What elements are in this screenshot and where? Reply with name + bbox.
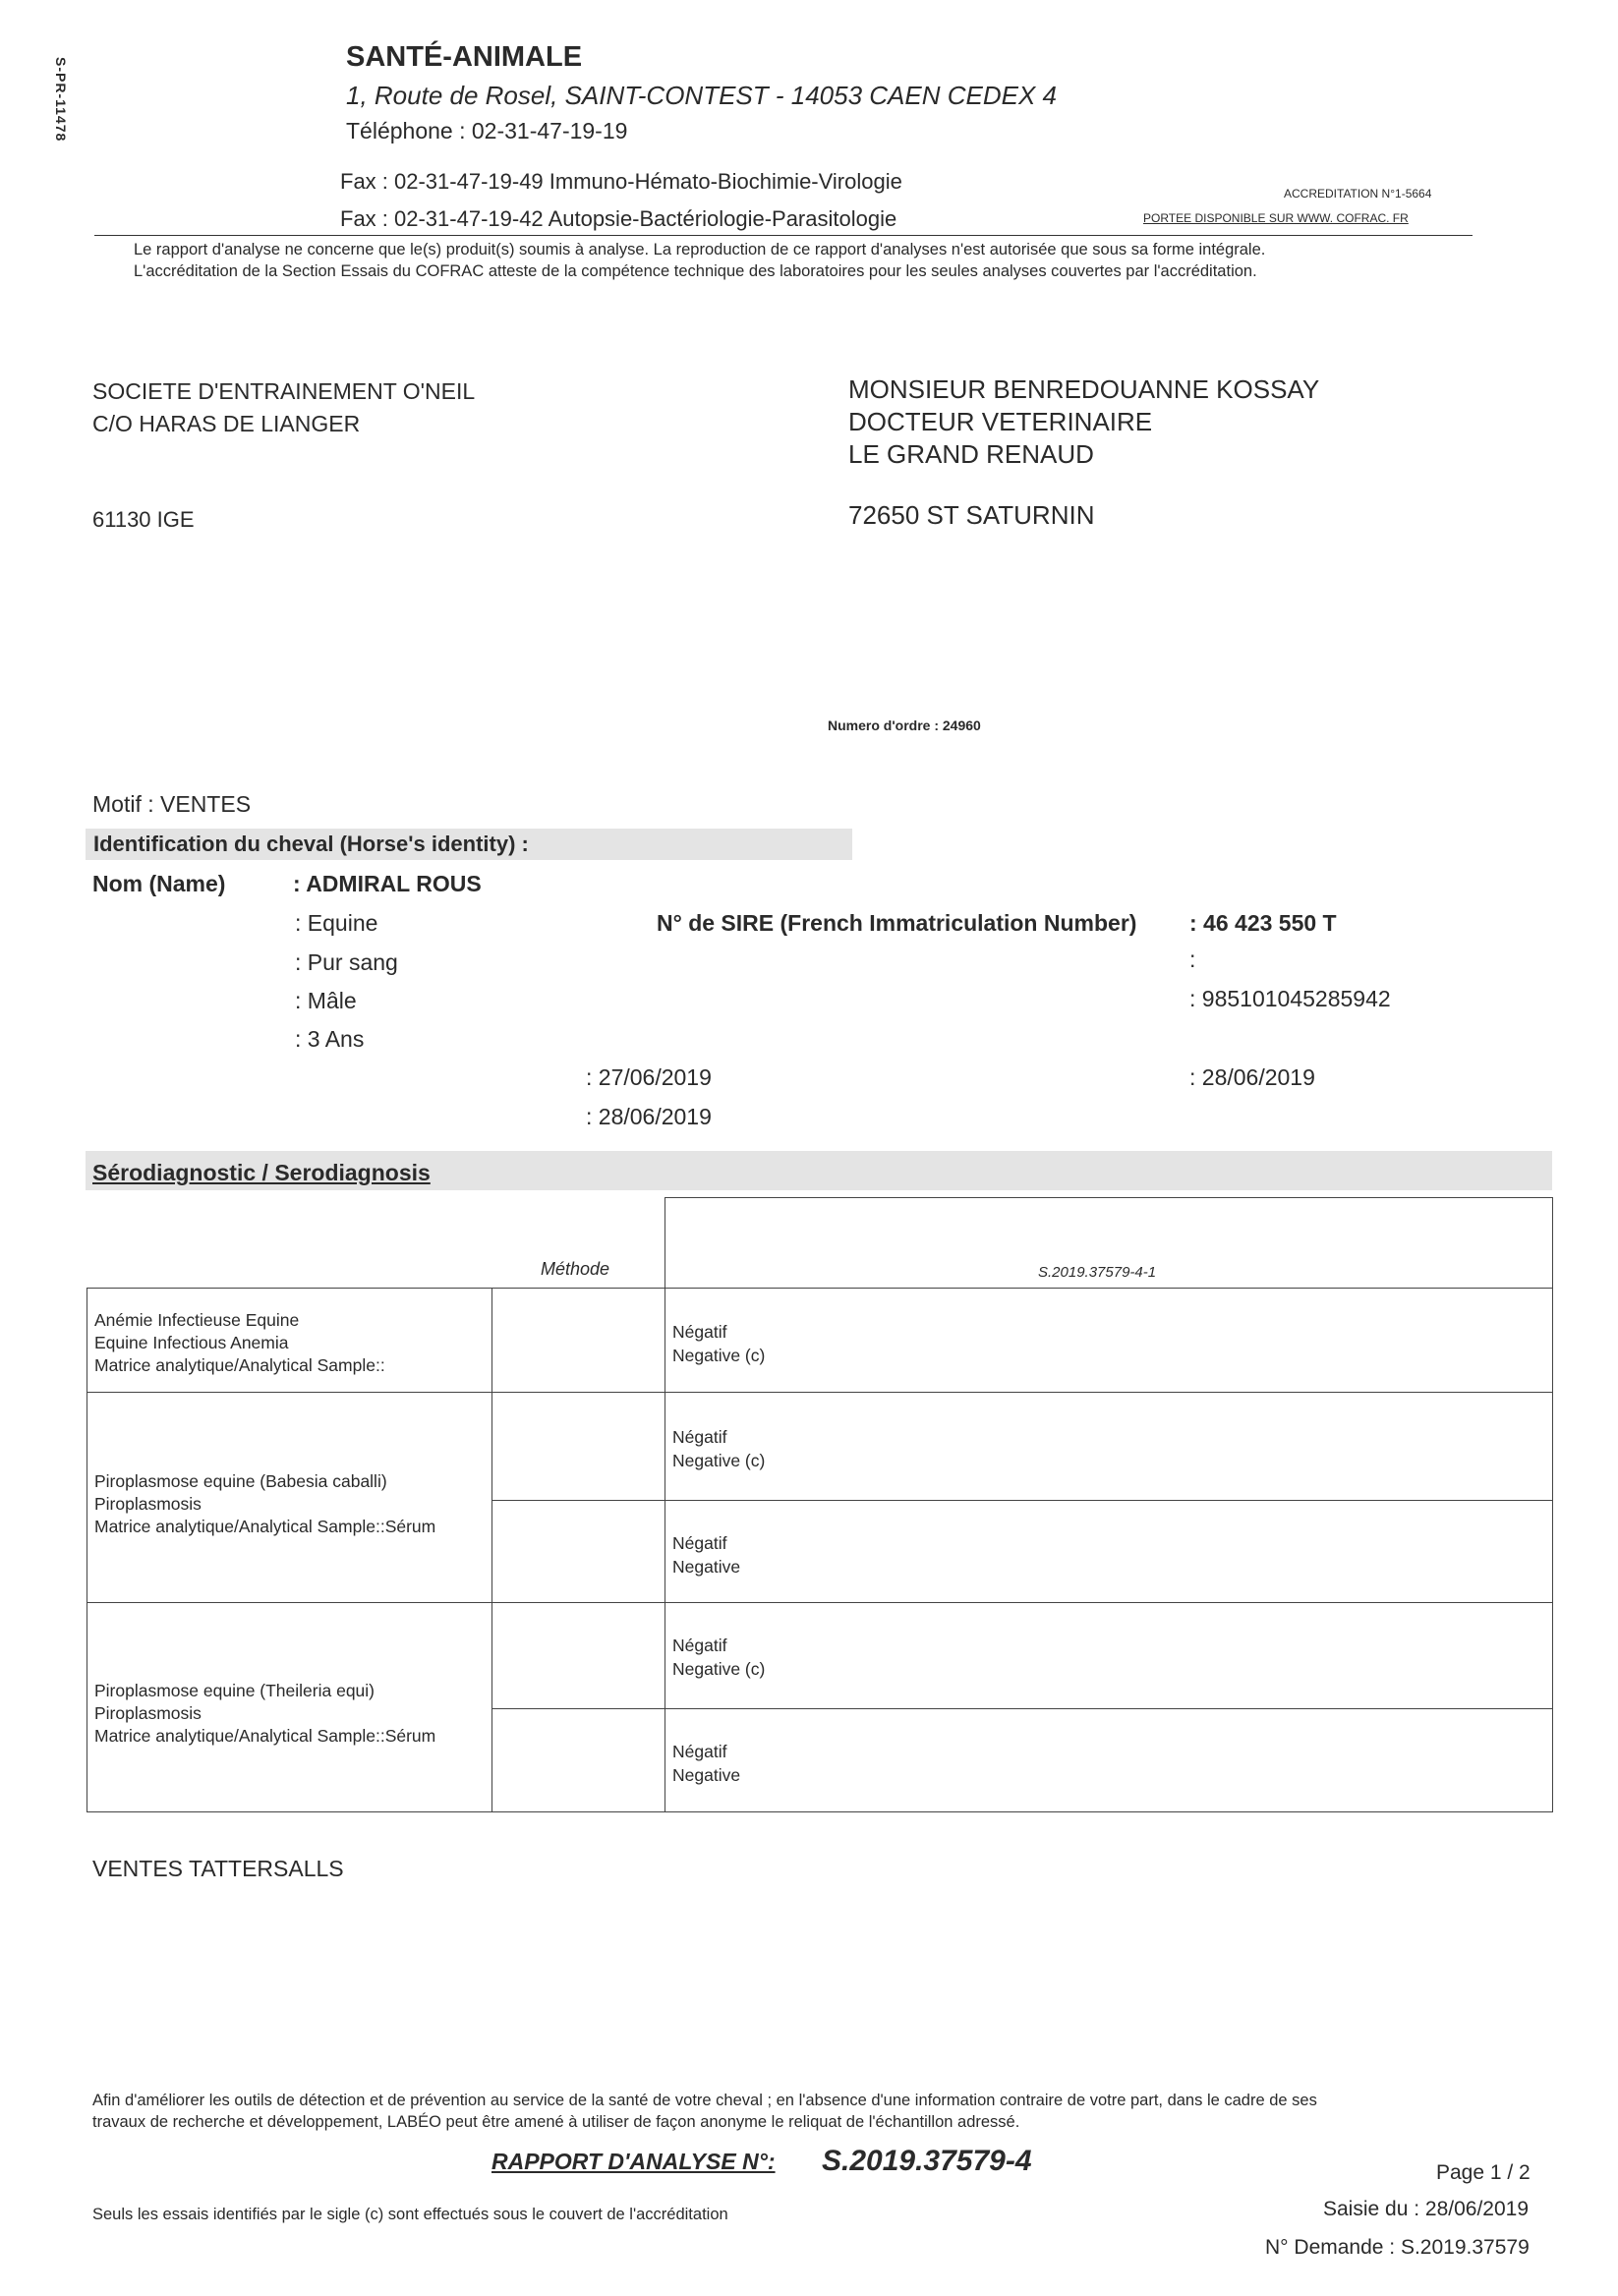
table-rule-sub-2	[491, 1708, 1553, 1709]
disclaimer-line-2: L'accréditation de la Section Essais du COFRAC atteste de la compétence technique des laboratoires pour les seules analyses couvertes par l'accréditation.	[134, 262, 1257, 280]
method-column-header: Méthode	[541, 1259, 610, 1279]
request-number: N° Demande : S.2019.37579	[1265, 2236, 1530, 2259]
horse-species: : Equine	[295, 910, 378, 936]
recipient-line-1: MONSIEUR BENREDOUANNE KOSSAY	[848, 374, 1320, 404]
table-border-right	[1552, 1197, 1553, 1812]
lab-telephone: Téléphone : 02-31-47-19-19	[346, 118, 628, 144]
motif: Motif : VENTES	[92, 791, 252, 817]
table-column-divider-1	[491, 1288, 492, 1812]
horse-sex: : Mâle	[295, 988, 357, 1013]
recipient-address	[848, 373, 1319, 471]
analysis-result: Négatif Negative	[672, 1533, 741, 1577]
sender-line-2: C/O HARAS DE LIANGER	[92, 411, 361, 436]
sire-number-label: N° de SIRE (French Immatriculation Number)	[657, 910, 1137, 936]
horse-age: : 3 Ans	[295, 1026, 365, 1052]
analysis-result: Négatif Negative	[672, 1742, 741, 1785]
horse-breed: : Pur sang	[295, 949, 398, 975]
horse-name-label: Nom (Name)	[92, 871, 226, 896]
report-number-label: RAPPORT D'ANALYSE N°:	[491, 2149, 776, 2174]
horse-name-value: : ADMIRAL ROUS	[293, 871, 482, 896]
research-note-line-1: Afin d'améliorer les outils de détection et de prévention au service de la santé de votre cheval ; en l'absence d'une information contraire de votre part, dans le cadre de ses	[92, 2092, 1317, 2109]
analysis-result: Négatif Negative (c)	[672, 1322, 766, 1365]
recipient-line-3: LE GRAND RENAUD	[848, 439, 1094, 469]
table-rule-row-1	[87, 1392, 1553, 1393]
research-note-line-2: travaux de recherche et développement, LABÉO peut être amené à utiliser de façon anonyme le reliquat de l'échantillon adressé.	[92, 2113, 1020, 2131]
analysis-label: Piroplasmose equine (Theileria equi) Piroplasmosis Matrice analytique/Analytical Sample::Sérum	[94, 1681, 436, 1746]
disclaimer-line-1: Le rapport d'analyse ne concerne que le(s) produit(s) soumis à analyse. La reproduction de ce rapport d'analyses n'est autorisée que sous sa forme intégrale.	[134, 241, 1266, 258]
date-field-3: : 28/06/2019	[1189, 1064, 1315, 1090]
date-field-1: : 27/06/2019	[586, 1064, 712, 1090]
sample-column-header: S.2019.37579-4-1	[1038, 1264, 1157, 1281]
analysis-result: Négatif Negative (c)	[672, 1636, 766, 1679]
sender-zip-city: 61130 IGE	[92, 507, 195, 532]
table-rule-sub-1	[491, 1500, 1553, 1501]
sender-line-1: SOCIETE D'ENTRAINEMENT O'NEIL	[92, 378, 476, 404]
comment: VENTES TATTERSALLS	[92, 1856, 344, 1881]
table-rule-header	[87, 1288, 1553, 1289]
entry-date: Saisie du : 28/06/2019	[1323, 2198, 1529, 2220]
analysis-label: Anémie Infectieuse Equine Equine Infectious Anemia Matrice analytique/Analytical Sample::	[94, 1310, 385, 1375]
date-field-2: : 28/06/2019	[586, 1104, 712, 1129]
accreditation-note: Seuls les essais identifiés par le sigle (c) sont effectués sous le couvert de l'accréditation	[92, 2206, 728, 2223]
page-number: Page 1 / 2	[1436, 2161, 1531, 2184]
serology-title: Sérodiagnostic / Serodiagnosis	[92, 1160, 431, 1185]
lab-address: 1, Route de Rosel, SAINT-CONTEST - 14053 CAEN CEDEX 4	[346, 81, 1057, 110]
order-number: Numero d'ordre : 24960	[828, 718, 981, 733]
lab-name: SANTÉ-ANIMALE	[346, 41, 583, 73]
report-number-value: S.2019.37579-4	[822, 2145, 1032, 2177]
blank-field-value: :	[1189, 947, 1196, 972]
sender-address	[92, 375, 475, 440]
lab-fax-autopsie: Fax : 02-31-47-19-42 Autopsie-Bactériologie-Parasitologie	[340, 206, 897, 231]
lab-fax-immuno: Fax : 02-31-47-19-49 Immuno-Hémato-Biochimie-Virologie	[340, 169, 902, 194]
analysis-label: Piroplasmose equine (Babesia caballi) Piroplasmosis Matrice analytique/Analytical Sample::Sérum	[94, 1471, 436, 1536]
header-divider	[94, 235, 1473, 236]
horse-identity-title: Identification du cheval (Horse's identity) :	[86, 829, 852, 860]
accreditation-number: ACCREDITATION N°1-5664	[1284, 187, 1432, 201]
table-rule-top	[665, 1197, 1553, 1198]
analysis-result: Négatif Negative (c)	[672, 1427, 766, 1470]
sire-number-value: : 46 423 550 T	[1189, 910, 1337, 936]
microchip-number: : 985101045285942	[1189, 986, 1391, 1011]
recipient-line-2: DOCTEUR VETERINAIRE	[848, 407, 1153, 436]
recipient-zip-city: 72650 ST SATURNIN	[848, 500, 1095, 530]
document-reference-code: S-PR-11478	[53, 57, 69, 143]
table-rule-row-2	[87, 1602, 1553, 1603]
table-rule-bottom	[87, 1811, 1553, 1812]
accreditation-scope-link: PORTEE DISPONIBLE SUR WWW. COFRAC. FR	[1143, 211, 1409, 225]
serology-results-table	[87, 1197, 1553, 1814]
